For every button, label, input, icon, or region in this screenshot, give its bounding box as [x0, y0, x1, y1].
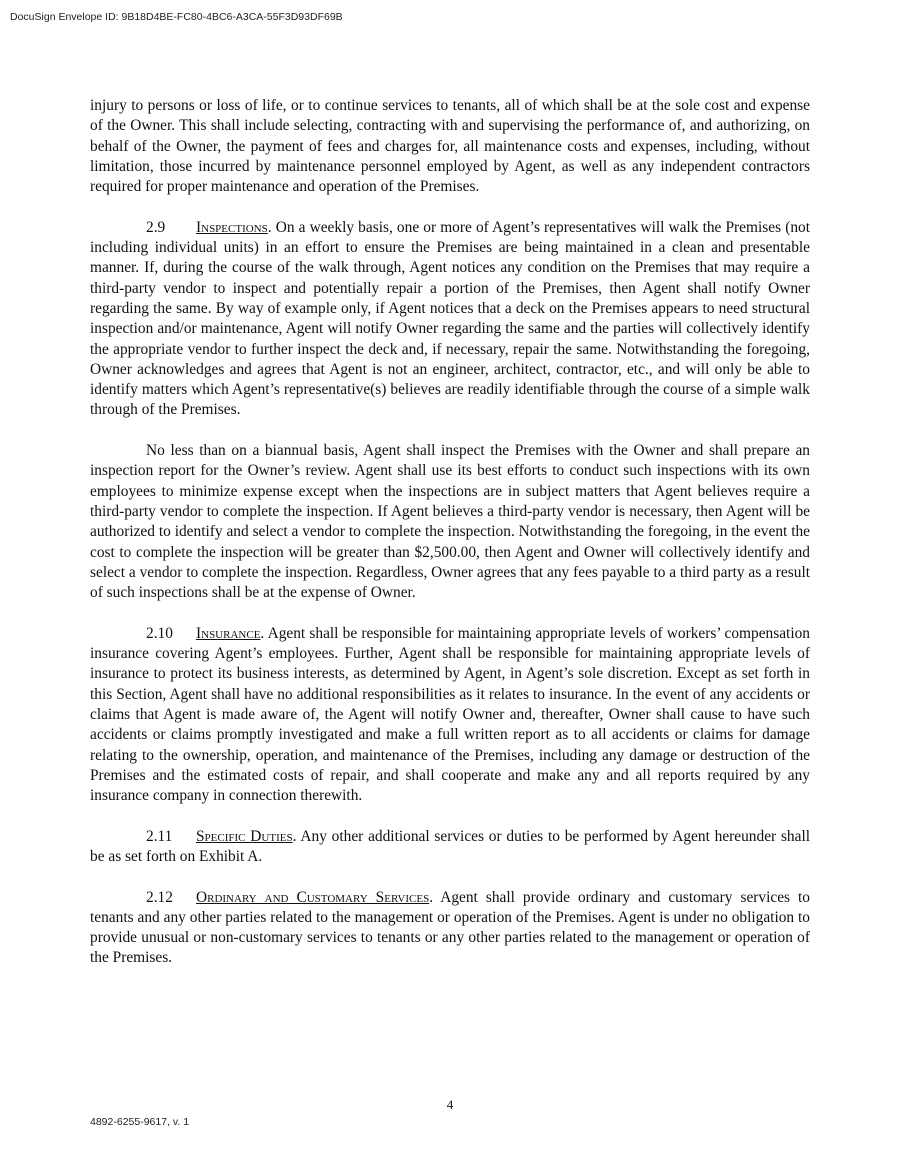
paragraph-text: . Agent shall provide ordinary and customary services to tenants and any other parties related to the management or operation of the Premises. Agent is under no obligation to provide unusual or non-customary services to tenants or any other parties related to the management or operation of the Premises.	[90, 888, 811, 967]
section-heading: Ordinary and Customary Services	[196, 888, 430, 906]
section-2-9-inspections	[90, 218, 810, 421]
page-number: 4	[446, 1097, 454, 1112]
section-number: 2.9	[146, 218, 166, 236]
section-number: 2.10	[146, 624, 173, 642]
paragraph-text: injury to persons or loss of life, or to continue services to tenants, all of which shall be at the sole cost and expense of the Owner. This shall include selecting, contracting with and supervising the performance of, and authorizing, on behalf of the Owner, the payment of fees and charges for, all maintenance costs and expenses, including, without limitation, those incurred by maintenance personnel employed by Agent, as well as any independent contractors required for proper maintenance and operation of the Premises.	[90, 97, 810, 196]
section-heading: Insurance	[196, 624, 261, 642]
section-2-10-insurance	[90, 624, 810, 807]
section-number: 2.11	[146, 827, 173, 845]
paragraph-text: . Any other additional services or duties to be performed by Agent hereunder shall be as set forth on Exhibit A.	[90, 827, 811, 865]
paragraph-text: . On a weekly basis, one or more of Agent’s representatives will walk the Premises (not including individual units) in an effort to ensure the Premises are being maintained in a clean and presentable manner. If, during the course of the walk through, Agent notices any condition on the Premises that may require a third-party vendor to inspect and potentially repair a portion of the Premises, then Agent shall notify Owner regarding the same. By way of example only, if Agent notices that a deck on the Premises appears to need structural inspection and/or maintenance, Agent will notify Owner regarding the same and the parties will collectively identify the appropriate vendor to further inspect the deck and, if necessary, repair the same. Notwithstanding the foregoing, Owner acknowledges and agrees that Agent is not an engineer, architect, contractor, etc., and will only be able to identify matters which Agent’s representative(s) believes are readily identifiable through the course of a simple walk through of the Premises.	[90, 218, 810, 419]
section-heading: Specific Duties	[196, 827, 293, 845]
section-heading: Inspections	[196, 218, 268, 236]
document-body	[90, 96, 810, 989]
paragraph-biannual-inspection	[90, 441, 810, 603]
document-id: 4892-6255-9617, v. 1	[90, 1116, 190, 1128]
section-number: 2.12	[146, 888, 173, 906]
section-2-12-ordinary-customary-services	[90, 888, 810, 969]
paragraph-text: No less than on a biannual basis, Agent shall inspect the Premises with the Owner and shall prepare an inspection report for the Owner’s review. Agent shall use its best efforts to conduct such inspections with its own employees to minimize expense except when the inspections are in subject matters that Agent believes require a third-party vendor to complete the inspection. If Agent believes a third-party vendor is necessary, then Agent will be authorized to identify and select a vendor to complete the inspection. Notwithstanding the foregoing, in the event the cost to complete the inspection will be greater than $2,500.00, then Agent and Owner will collectively identify and select a vendor to complete the inspection. Regardless, Owner agrees that any fees payable to a third party as a result of such inspections shall be at the expense of Owner.	[90, 442, 810, 602]
docusign-envelope-id: DocuSign Envelope ID: 9B18D4BE-FC80-4BC6-A3CA-55F3D93DF69B	[10, 11, 343, 23]
section-2-11-specific-duties	[90, 827, 810, 868]
paragraph-text: . Agent shall be responsible for maintaining appropriate levels of workers’ compensation insurance covering Agent’s employees. Further, Agent shall be responsible for maintaining appropriate levels of insurance to protect its business interests, as determined by Agent, in Agent’s sole discretion. Except as set forth in this Section, Agent shall have no additional responsibilities as it relates to insurance. In the event of any accidents or claims that Agent is made aware of, the Agent will notify Owner and, thereafter, Owner shall cause to have such accidents or claims promptly investigated and make a full written report as to all accidents or claims for damage relating to the ownership, operation, and maintenance of the Premises, including any damage or destruction of the Premises and the estimated costs of repair, and shall cooperate and make any and all reports required by any insurance company in connection therewith.	[90, 624, 810, 805]
paragraph-continuation	[90, 96, 810, 197]
